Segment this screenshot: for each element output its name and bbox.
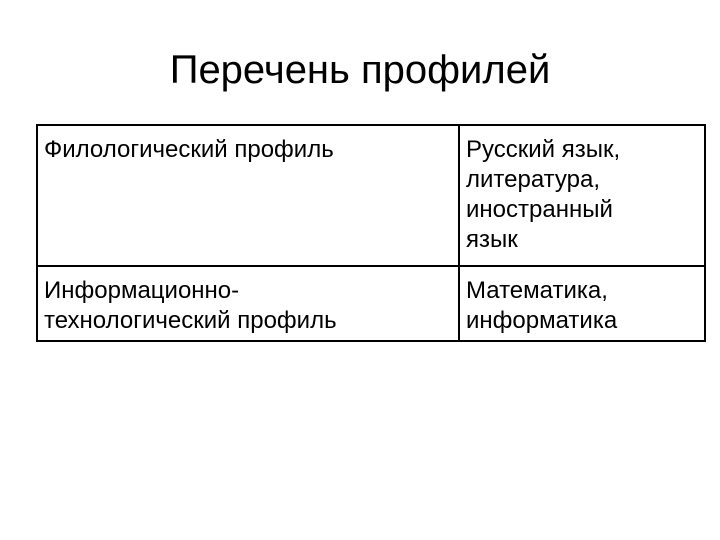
subjects-cell	[459, 125, 705, 266]
table-row	[37, 266, 705, 341]
page-title: Перечень профилей	[169, 48, 551, 92]
profile-cell	[37, 125, 459, 266]
profiles-table	[36, 124, 706, 342]
profile-subjects: Математика, информатика	[466, 277, 618, 334]
subjects-cell	[459, 266, 705, 341]
profile-name: Филологический профиль	[44, 136, 334, 163]
table-row	[37, 125, 705, 266]
profile-cell	[37, 266, 459, 341]
profile-subjects: Русский язык, литература, иностранный язык	[466, 136, 621, 253]
profile-name: Информационно- технологический профиль	[44, 277, 337, 334]
